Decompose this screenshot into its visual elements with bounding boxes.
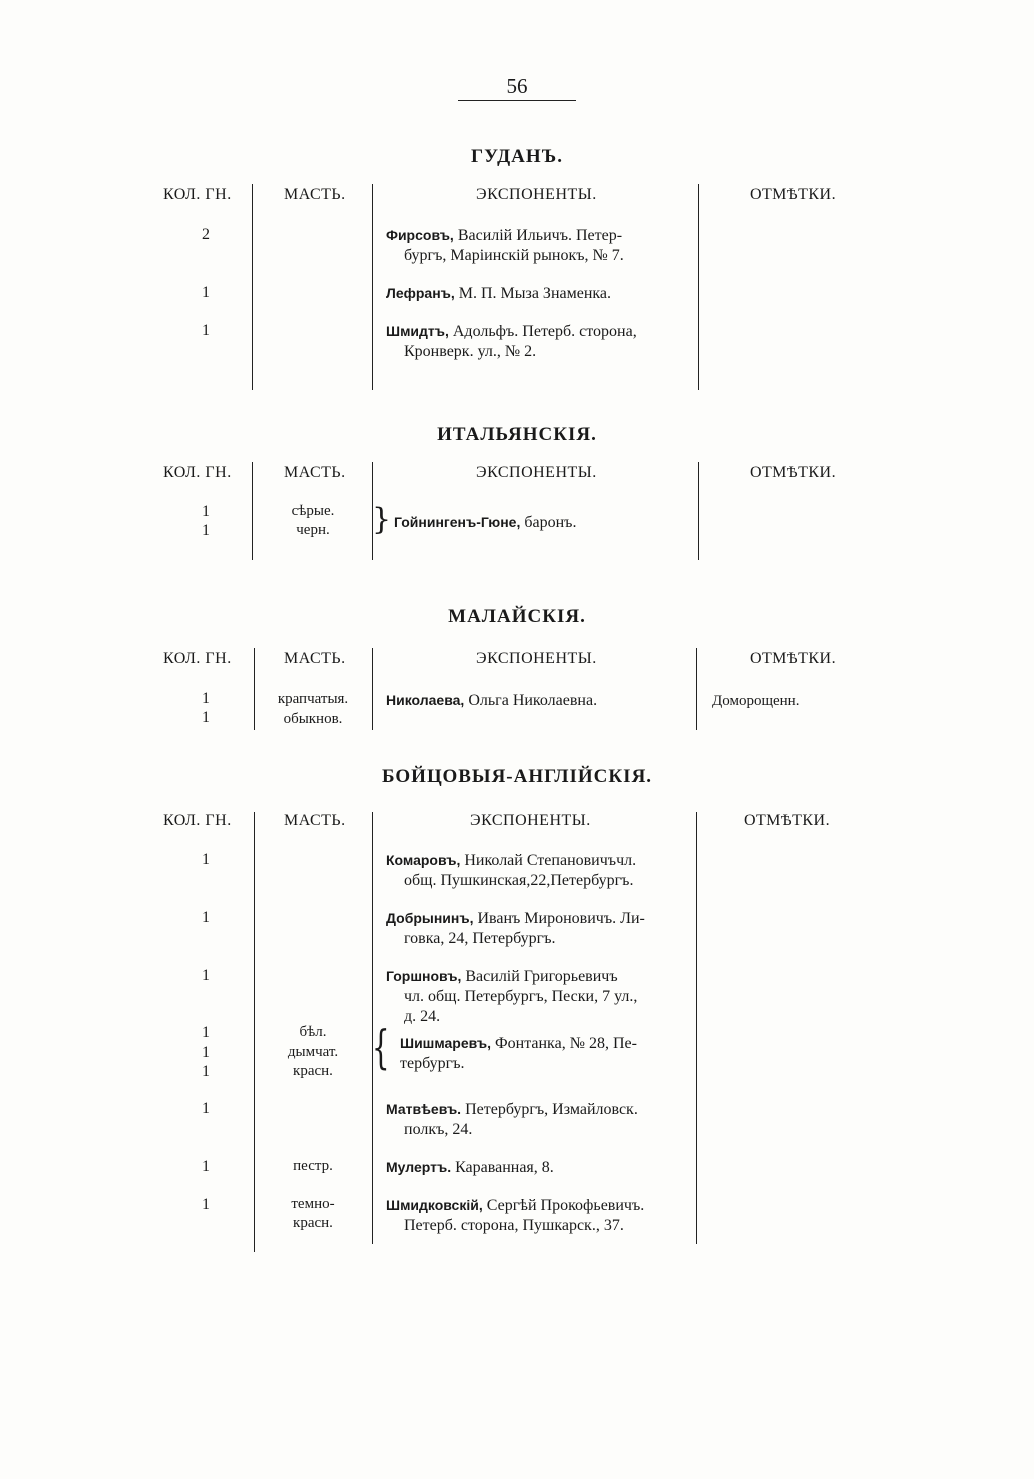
exhibitor-entry xyxy=(386,321,696,362)
exhibitor-text: Василій Григорьевичъ xyxy=(461,968,618,985)
header-suit: МАСТЬ. xyxy=(284,650,346,667)
qty-cell: 1 xyxy=(202,1100,210,1117)
header-exhibitors: ЭКСПОНЕНТЫ. xyxy=(470,812,591,829)
column-rule xyxy=(372,184,373,390)
header-exhibitors: ЭКСПОНЕНТЫ. xyxy=(476,186,597,203)
exhibitor-text: Кронверк. ул., № 2. xyxy=(404,343,537,360)
section-title-english-fighting: БОЙЦОВЫЯ-АНГЛІЙСКІЯ. xyxy=(381,766,653,787)
exhibitor-text: Ольга Николаевна. xyxy=(464,692,598,709)
exhibitor-text: Адольфъ. Петерб. сторона, xyxy=(448,323,637,340)
exhibitor-text: Иванъ Мироновичъ. Ли- xyxy=(473,910,645,927)
section-title-malay: МАЛАЙСКІЯ. xyxy=(448,606,586,627)
exhibitor-text: Сергѣй Прокофьевичъ. xyxy=(482,1197,645,1214)
exhibitor-text: баронъ. xyxy=(520,514,577,531)
exhibitor-entry xyxy=(386,966,696,1027)
header-qty: КОЛ. ГН. xyxy=(163,812,232,829)
note-cell: Доморощенн. xyxy=(712,693,800,709)
exhibitor-entry xyxy=(386,283,696,304)
column-rule xyxy=(372,648,373,730)
suit-cell: черн. xyxy=(296,522,330,538)
exhibitor-name: Шмидковскій, xyxy=(386,1197,483,1213)
exhibitor-text: Фонтанка, № 28, Пе- xyxy=(491,1035,637,1052)
exhibitor-entry xyxy=(386,850,696,891)
suit-cell: пестр. xyxy=(293,1158,333,1174)
exhibitor-text: Петерб. сторона, Пушкарск., 37. xyxy=(404,1217,624,1234)
suit-cell: дымчат. xyxy=(287,1044,339,1060)
qty-cell: 1 xyxy=(202,522,210,539)
section-title-italian: ИТАЛЬЯНСКІЯ. xyxy=(437,424,597,445)
suit-cell: бѣл. xyxy=(299,1024,327,1040)
exhibitor-entry xyxy=(386,225,696,266)
header-exhibitors: ЭКСПОНЕНТЫ. xyxy=(476,650,597,667)
header-exhibitors: ЭКСПОНЕНТЫ. xyxy=(476,464,597,481)
qty-cell: 1 xyxy=(202,967,210,984)
brace-mark: { xyxy=(372,1020,390,1074)
qty-cell: 1 xyxy=(202,322,210,339)
column-rule xyxy=(696,648,697,730)
suit-cell: обыкнов. xyxy=(283,711,343,727)
header-suit: МАСТЬ. xyxy=(284,812,346,829)
header-suit: МАСТЬ. xyxy=(284,186,346,203)
qty-cell: 1 xyxy=(202,1024,210,1041)
qty-cell: 1 xyxy=(202,1063,210,1080)
column-rule xyxy=(698,184,699,390)
brace-mark: } xyxy=(372,502,392,537)
qty-cell: 1 xyxy=(202,851,210,868)
header-qty: КОЛ. ГН. xyxy=(163,650,232,667)
qty-cell: 1 xyxy=(202,503,210,520)
qty-cell: 1 xyxy=(202,1158,210,1175)
header-qty: КОЛ. ГН. xyxy=(163,186,232,203)
exhibitor-name: Горшновъ, xyxy=(386,968,462,984)
suit-cell: крапчатыя. xyxy=(277,691,349,707)
exhibitor-text: общ. Пушкинская,22,Петербургъ. xyxy=(404,872,634,889)
exhibitor-text: д. 24. xyxy=(404,1008,441,1025)
exhibitor-entry xyxy=(386,1099,696,1140)
exhibitor-entry xyxy=(386,1195,696,1236)
column-rule xyxy=(698,462,699,560)
exhibitor-entry xyxy=(386,908,696,949)
exhibitor-name: Николаева, xyxy=(386,692,465,708)
header-suit: МАСТЬ. xyxy=(284,464,346,481)
header-notes: ОТМѢТКИ. xyxy=(744,812,831,829)
exhibitor-name: Комаровъ, xyxy=(386,852,461,868)
exhibitor-text: бургъ, Маріинскій рынокъ, № 7. xyxy=(404,247,624,264)
page-number: 56 xyxy=(458,74,576,101)
exhibitor-entry xyxy=(386,1157,696,1178)
qty-cell: 1 xyxy=(202,1044,210,1061)
column-rule xyxy=(696,812,697,1244)
exhibitor-text: М. П. Мыза Знаменка. xyxy=(454,285,612,302)
section-title-gudan: ГУДАНЪ. xyxy=(471,146,563,167)
exhibitor-name: Мулертъ. xyxy=(386,1159,452,1175)
qty-cell: 1 xyxy=(202,709,210,726)
column-rule xyxy=(252,184,253,390)
suit-cell: сѣрые. xyxy=(291,503,335,519)
suit-cell: темно- xyxy=(291,1196,335,1212)
header-qty: КОЛ. ГН. xyxy=(163,464,232,481)
exhibitor-text: полкъ, 24. xyxy=(404,1121,473,1138)
qty-cell: 1 xyxy=(202,1196,210,1213)
exhibitor-text: тербургъ. xyxy=(400,1055,465,1072)
exhibitor-text: говка, 24, Петербургъ. xyxy=(404,930,556,947)
exhibitor-name: Шишмаревъ, xyxy=(400,1035,491,1051)
exhibitor-name: Фирсовъ, xyxy=(386,227,454,243)
exhibitor-entry xyxy=(386,690,696,711)
exhibitor-name: Гойнингенъ-Гюне, xyxy=(394,514,521,530)
header-notes: ОТМѢТКИ. xyxy=(750,650,837,667)
exhibitor-text: Петербургъ, Измайловск. xyxy=(461,1101,638,1118)
suit-cell: красн. xyxy=(293,1215,333,1231)
exhibitor-text: Караванная, 8. xyxy=(451,1159,554,1176)
suit-cell: красн. xyxy=(293,1063,333,1079)
exhibitor-text: Николай Степановичъчл. xyxy=(460,852,637,869)
exhibitor-entry xyxy=(400,1033,696,1074)
column-rule xyxy=(254,648,255,730)
header-notes: ОТМѢТКИ. xyxy=(750,464,837,481)
qty-cell: 2 xyxy=(202,226,210,243)
qty-cell: 1 xyxy=(202,690,210,707)
exhibitor-name: Шмидтъ, xyxy=(386,323,449,339)
qty-cell: 1 xyxy=(202,284,210,301)
column-rule xyxy=(252,462,253,560)
exhibitor-text: чл. общ. Петербургъ, Пески, 7 ул., xyxy=(404,988,638,1005)
exhibitor-entry xyxy=(394,512,704,533)
column-rule xyxy=(254,812,255,1252)
exhibitor-text: Василій Ильичъ. Петер- xyxy=(453,227,623,244)
header-notes: ОТМѢТКИ. xyxy=(750,186,837,203)
exhibitor-name: Лефранъ, xyxy=(386,285,455,301)
exhibitor-name: Добрынинъ, xyxy=(386,910,474,926)
qty-cell: 1 xyxy=(202,909,210,926)
exhibitor-name: Матвѣевъ. xyxy=(386,1101,462,1117)
